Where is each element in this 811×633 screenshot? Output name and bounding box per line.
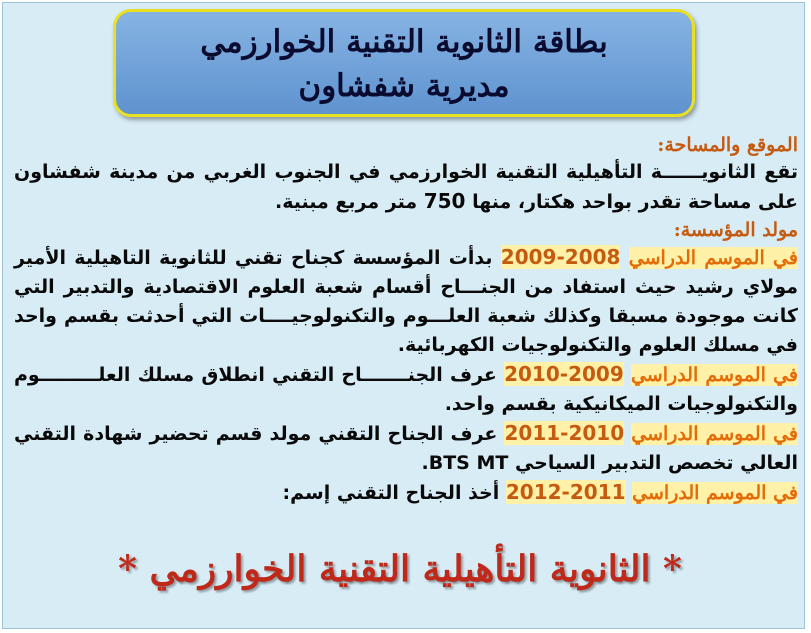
season-label: في الموسم الدراسي — [628, 247, 798, 269]
season-year: 2011-2012 — [505, 480, 626, 504]
content-body — [14, 132, 798, 508]
location-paragraph — [14, 158, 798, 217]
history-entry — [14, 419, 798, 478]
history-text: بدأت المؤسسة كجناح تقني للثانوية التاهيلية الأمير مولاي رشيد حيث استفاد من الجنـــاح أقسام شعبة العلوم الاقتصادية والتدبير التي كانت موجودة مسبقا وكذلك شعبة العلـــوم والتكنولوجيــــات التي أحدثت بقسم واحد في مسلك العلوم والتكنولوجيات الكهربائية. — [14, 247, 798, 356]
location-heading: الموقع والمساحة: — [657, 134, 798, 156]
season-label: في الموسم الدراسي — [630, 364, 798, 386]
history-text: عرف الجناح التقني مولد قسم تحضير شهادة التقني العالي تخصص التدبير السياحي BTS MT. — [14, 423, 798, 474]
school-final-name: * الثانوية التأهيلية التقنية الخوارزمي * — [118, 548, 682, 590]
title-line-1: بطاقة الثانوية التقنية الخوارزمي — [200, 24, 608, 60]
season-label: في الموسم الدراسي — [632, 482, 798, 504]
birth-heading: مولد المؤسسة: — [673, 219, 798, 241]
history-entry — [14, 478, 798, 508]
location-text-start: تقع الثانويــــــة التأهيلية التقنية الخوارزمي في الجنوب الغربي من مدينة شفشاون على مساحة تقدر بواحد هكتار، منها — [14, 161, 798, 213]
built-area-number: 750 — [423, 189, 466, 213]
location-text-end: متر مربع مبنية. — [275, 191, 418, 213]
season-year: 2008-2009 — [500, 245, 621, 269]
history-entry — [14, 243, 798, 360]
history-text: أخذ الجناح التقني إسم: — [282, 482, 500, 504]
history-text: عرف الجنـــــــاح التقني انطلاق مسلك العلـــــــــوم والتكنولوجيات الميكانيكية بقسم واحد. — [14, 364, 798, 415]
title-banner — [113, 9, 695, 117]
title-line-2: مديرية شفشاون — [298, 68, 510, 104]
season-year: 2009-2010 — [504, 362, 624, 386]
history-entry — [14, 360, 798, 419]
season-label: في الموسم الدراسي — [631, 423, 798, 445]
season-year: 2010-2011 — [504, 421, 625, 445]
